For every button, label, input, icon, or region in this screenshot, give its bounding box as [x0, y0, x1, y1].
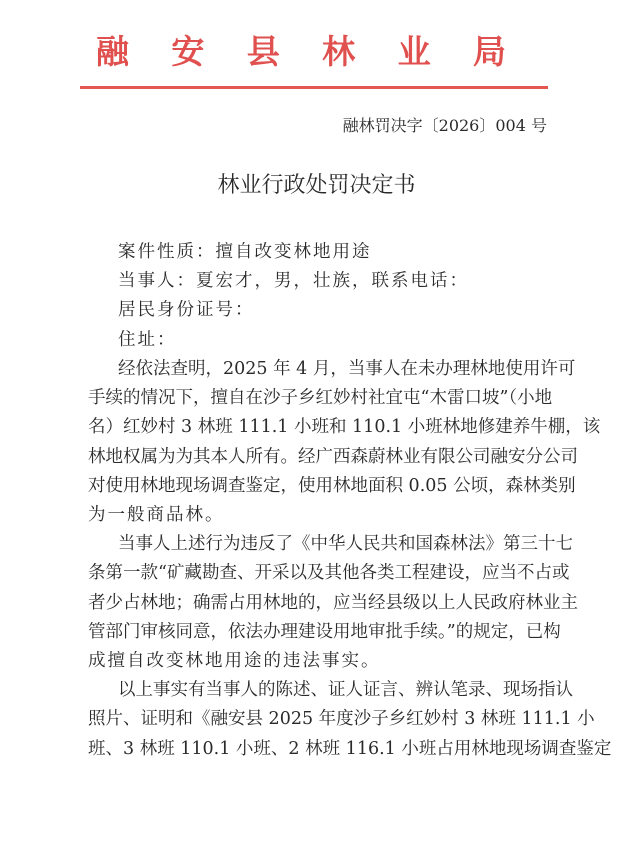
org-char: 县	[246, 32, 280, 71]
paragraph-line: 条第一款“矿藏勘查、开采以及其他各类工程建设，应当不占或	[88, 563, 570, 584]
id-number: 居民身份证号：	[118, 300, 255, 320]
paragraph-line: 手续的情况下，擅自在沙子乡红妙村社宜屯“木雷口坡”（小地	[88, 388, 553, 409]
party-info: 当事人：夏宏才，男，壮族，联系电话：	[118, 271, 469, 291]
paragraph-line: 者少占林地；确需占用林地的，应当经县级以上人民政府林业主	[88, 592, 578, 613]
paragraph-line: 对使用林地现场调查鉴定，使用林地面积 0.05 公顷，森林类别	[88, 475, 576, 496]
paragraph-line: 为一般商品林。	[88, 505, 225, 525]
paragraph-line: 班、3 林班 110.1 小班、2 林班 116.1 小班占用林地现场调查鉴定	[88, 738, 612, 759]
org-char: 局	[472, 32, 506, 71]
paragraph-line: 成擅自改变林地用途的违法事实。	[88, 651, 381, 671]
paragraph-line: 管部门审核同意，依法办理建设用地审批手续。”的规定，已构	[88, 621, 561, 642]
paragraph-line: 名）红妙村 3 林班 111.1 小班和 110.1 小班林地修建养牛棚，该	[88, 417, 601, 438]
org-char: 融	[96, 32, 129, 71]
document-number: 融林罚决字〔2026〕004 号	[342, 116, 547, 135]
case-nature: 案件性质：擅自改变林地用途	[118, 242, 372, 262]
issuing-authority-header	[96, 26, 506, 73]
paragraph-line: 当事人上述行为违反了《中华人民共和国森林法》第三十七	[118, 534, 573, 555]
paragraph-line: 经依法查明，2025 年 4 月，当事人在未办理林地使用许可	[118, 359, 576, 379]
red-header-divider	[80, 86, 548, 89]
org-char: 林	[322, 32, 356, 71]
paragraph-line: 林地权属为为其本人所有。经广西森蔚林业有限公司融安分公司	[88, 446, 578, 467]
paragraph-line: 照片、证明和《融安县 2025 年度沙子乡红妙村 3 林班 111.1 小	[88, 709, 595, 730]
address: 住址：	[118, 330, 177, 350]
paragraph-line: 以上事实有当事人的陈述、证人证言、辨认笔录、现场指认	[118, 680, 573, 701]
document-title: 林业行政处罚决定书	[217, 173, 416, 198]
org-char: 业	[397, 32, 431, 71]
org-char: 安	[171, 32, 205, 71]
